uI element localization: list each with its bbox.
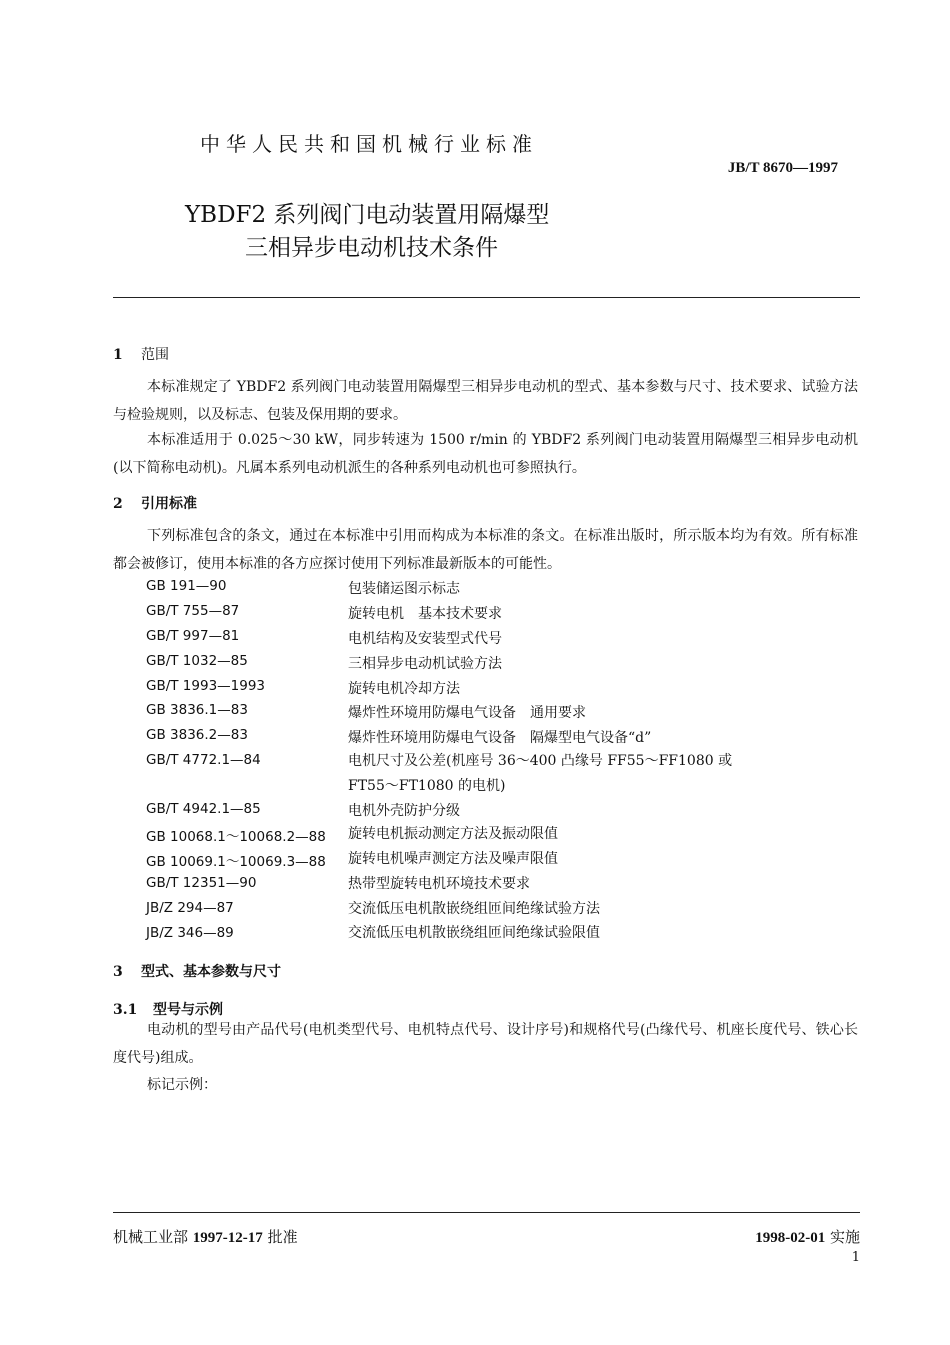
ref-code: GB/T 4772.1—84: [146, 752, 261, 768]
ref-title: 旋转电机噪声测定方法及噪声限值: [348, 851, 558, 867]
ref-title: 旋转电机振动测定方法及振动限值: [348, 826, 558, 842]
ref-title: 电机尺寸及公差(机座号 36～400 凸缘号 FF55～FF1080 或: [348, 753, 733, 769]
ref-code: GB 3836.1—83: [146, 702, 248, 718]
document-title-line2: 三相异步电动机技术条件: [245, 235, 498, 261]
ref-code: GB/T 1032—85: [146, 653, 248, 669]
subsection-title: 型号与示例: [153, 1002, 223, 1018]
ref-code: GB 191—90: [146, 578, 227, 594]
section1-paragraph1: 本标准规定了 YBDF2 系列阀门电动装置用隔爆型三相异步电动机的型式、基本参数与尺寸、技术要求、试验方法与检验规则，以及标志、包装及保用期的要求。: [113, 379, 858, 423]
ref-title: 旋转电机 基本技术要求: [348, 606, 502, 622]
ref-title-continuation: FT55～FT1080 的电机): [348, 778, 506, 794]
implementation-date: 1998-02-01: [755, 1230, 826, 1246]
subsection-number: 3.1: [113, 1002, 138, 1018]
section3-heading: [113, 961, 281, 981]
ref-code: GB 10069.1～10069.3—88: [146, 854, 326, 870]
ref-code: JB/Z 346—89: [146, 925, 234, 941]
ref-code: GB/T 997—81: [146, 628, 240, 644]
section1-paragraph2: 本标准适用于 0.025～30 kW，同步转速为 1500 r/min 的 YBDF2 系列阀门电动装置用隔爆型三相异步电动机(以下简称电动机)。凡属本系列电动机派生的各种系列电动机也可参照执行。: [113, 432, 858, 476]
ref-code: GB/T 1993—1993: [146, 678, 266, 694]
ref-title: 电机结构及安装型式代号: [348, 631, 502, 647]
section1-heading: [113, 344, 169, 364]
subsection-3-1-paragraph: 电动机的型号由产品代号(电机类型代号、电机特点代号、设计序号)和规格代号(凸缘代号、机座长度代号、铁心长度代号)组成。: [113, 1022, 858, 1066]
ref-title: 热带型旋转电机环境技术要求: [348, 876, 530, 892]
ref-code: GB 10068.1～10068.2—88: [146, 829, 326, 845]
section2-intro: 下列标准包含的条文，通过在本标准中引用而构成为本标准的条文。在标准出版时，所示版本均为有效。所有标准都会被修订，使用本标准的各方应探讨使用下列标准最新版本的可能性。: [113, 528, 858, 572]
standard-org-header: 中华人民共和国机械行业标准: [200, 132, 538, 156]
implementation-line: [755, 1226, 860, 1247]
top-divider: [113, 297, 860, 298]
page-number: 1: [851, 1250, 860, 1265]
ref-code: GB/T 4942.1—85: [146, 801, 261, 817]
section-number: 2: [113, 496, 123, 512]
ref-title: 交流低压电机散嵌绕组匝间绝缘试验限值: [348, 925, 600, 941]
ref-code: GB/T 12351—90: [146, 875, 257, 891]
ref-title: 爆炸性环境用防爆电气设备 隔爆型电气设备“d”: [348, 730, 652, 746]
ref-code: JB/Z 294—87: [146, 900, 234, 916]
ref-title: 交流低压电机散嵌绕组匝间绝缘试验方法: [348, 901, 600, 917]
section-title: 引用标准: [141, 496, 197, 512]
bottom-divider: [113, 1212, 860, 1213]
implementation-word: 实施: [829, 1228, 860, 1246]
section-number: 1: [113, 347, 123, 363]
approval-date: 1997-12-17: [192, 1230, 263, 1246]
section-title: 范围: [141, 347, 169, 363]
ref-title: 电机外壳防护分级: [348, 803, 460, 819]
ref-title: 旋转电机冷却方法: [348, 681, 460, 697]
issuing-department: 机械工业部: [113, 1228, 189, 1246]
ref-code: GB 3836.2—83: [146, 727, 248, 743]
ref-title: 三相异步电动机试验方法: [348, 656, 502, 672]
standard-code: JB/T 8670—1997: [727, 160, 838, 176]
ref-code: GB/T 755—87: [146, 603, 240, 619]
ref-title: 包装储运图示标志: [348, 581, 460, 597]
approval-line: [113, 1226, 298, 1247]
section-number: 3: [113, 964, 123, 980]
document-title-line1: YBDF2 系列阀门电动装置用隔爆型: [185, 202, 550, 228]
ref-title: 爆炸性环境用防爆电气设备 通用要求: [348, 705, 586, 721]
approval-word: 批准: [267, 1228, 298, 1246]
marking-example-label: 标记示例：: [147, 1077, 217, 1093]
section2-heading: [113, 493, 197, 513]
section-title: 型式、基本参数与尺寸: [141, 964, 281, 980]
